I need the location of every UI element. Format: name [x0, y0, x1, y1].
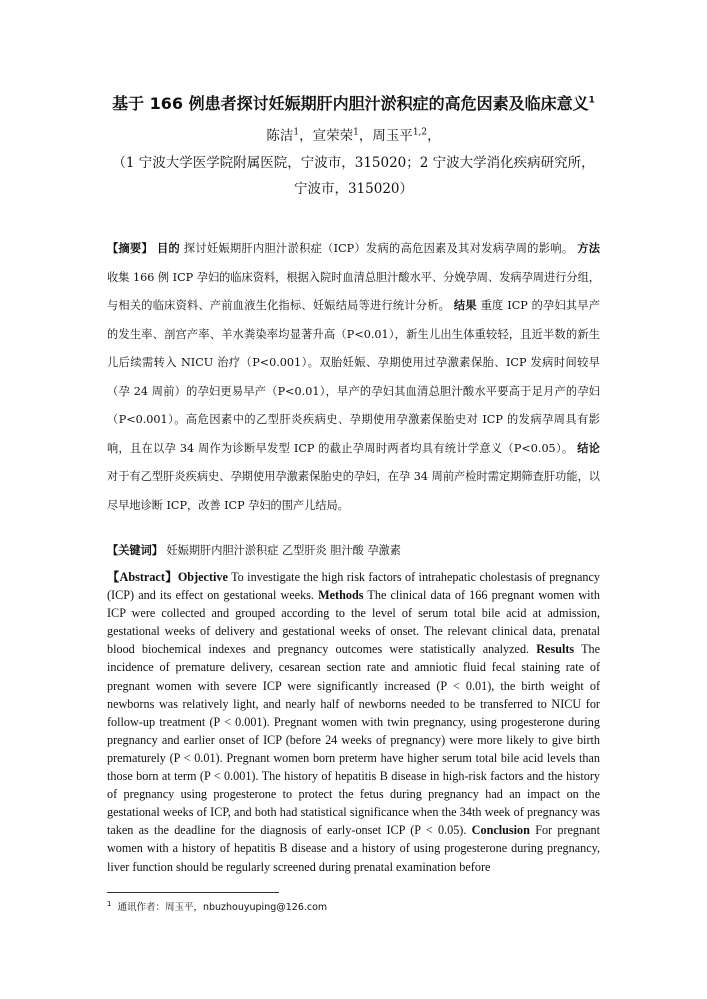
- author-separator: ，: [358, 128, 373, 144]
- methods-text-en: The clinical data of 166 pregnant women with ICP were collected and grouped according to the level of serum total bile acid at admission, gestational weeks of delivery and gestational weeks of onset. The relevant clinical data, prenatal blood biochemical indexes and pregnancy outcomes were statistically analyzed.: [107, 588, 601, 657]
- results-text-en: The incidence of premature delivery, cesarean section rate and amniotic fluid fecal staining rate of pregnant women with severe ICP were significantly increased (P < 0.01), the birth weight of newborns was relatively light, and nearly half of newborns needed to be transferred to NICU for follow-up treatment (P < 0.001). Pregnant women with twin pregnancy, using progesterone during pregnancy and earlier onset of ICP (before 24 weeks of pregnancy) were more likely to give birth prematurely (P < 0.01). Pregnant women born preterm have higher serum total bile acid levels than those born at term (P < 0.001). The history of hepatitis B disease in high-risk factors and the history of pregnancy using progesterone to protect the fetus during pregnancy had an impact on the gestational weeks of ICP, and both had statistical significance when the 34th week of pregnancy was taken as the deadline for the diagnosis of early-onset ICP (P < 0.05).: [107, 642, 601, 838]
- abstract-label-en: 【Abstract】: [107, 570, 178, 584]
- methods-label-en: Methods: [318, 588, 364, 603]
- results-text: 重度 ICP 的孕妇其早产的发生率、剖宫产率、羊水粪染率均显著升高（P<0.01），新生儿出生体重较轻，且近半数的新生儿后续需转入 NICU 治疗（P<0.001）。双胎妊娠、孕期使用过孕激素保胎、ICP 发病时间较早（孕 24 周前）的孕妇更易早产（P<0.01），早产的孕妇其血清总胆汁酸水平要高于足月产的孕妇（P<0.001）。高危因素中的乙型肝炎疾病史、孕期使用孕激素保胎史对 ICP 的发病孕周具有影响，且在以孕 34 周作为诊断早发型 ICP 的截止孕周时两者均具有统计学意义（P<0.05）。: [107, 299, 600, 455]
- conclusion-label: 结论: [577, 441, 600, 455]
- author-separator: ，: [427, 128, 441, 144]
- objective-label: 目的: [156, 242, 181, 255]
- results-label-en: Results: [536, 642, 575, 657]
- author-list: [60, 126, 647, 146]
- author-name: 宣荣荣: [312, 128, 354, 144]
- footnote-text: 通讯作者：周玉平，nbuzhouyuping@126.com: [117, 902, 328, 913]
- title-footnote-mark: 1: [588, 95, 595, 106]
- conclusion-label-en: Conclusion: [471, 823, 530, 838]
- methods-label: 方法: [577, 242, 600, 255]
- chinese-abstract: [107, 235, 600, 520]
- affiliation-line-1: （1 宁波大学医学院附属医院，宁波市，315020；2 宁波大学消化疾病研究所，: [112, 155, 595, 171]
- keywords-text: 妊娠期肝内胆汁淤积症 乙型肝炎 胆汁酸 孕激素: [166, 544, 401, 557]
- author-name: 陈洁: [266, 128, 294, 144]
- author-name: 周玉平: [372, 128, 413, 144]
- conclusion-text: 对于有乙型肝炎疾病史、孕期使用孕激素保胎史的孕妇，在孕 34 周前产检时需定期筛查肝功能，以尽早地诊断 ICP，改善 ICP 孕妇的围产儿结局。: [107, 470, 600, 512]
- footnote: [107, 900, 600, 916]
- footnote-mark: 1: [107, 899, 112, 908]
- author-affil-mark: 1: [293, 127, 300, 138]
- objective-text: 探讨妊娠期肝内胆汁淤积症（ICP）发病的高危因素及其对发病孕周的影响。: [183, 242, 574, 255]
- author-separator: ，: [299, 128, 313, 144]
- author-affil-mark: 1: [353, 127, 359, 138]
- objective-label-en: Objective: [177, 570, 228, 584]
- results-label: 结果: [453, 299, 477, 312]
- english-abstract: [107, 568, 600, 876]
- keywords-label: 【关键词】: [107, 544, 163, 557]
- author-affil-mark: 1,2: [412, 127, 428, 138]
- methods-text: 收集 166 例 ICP 孕妇的临床资料，根据入院时血清总胆汁酸水平、分娩孕周、发病孕周进行分组，与相关的临床资料、产前血液生化指标、妊娠结局等进行统计分析。: [107, 270, 600, 312]
- title-text: 基于 166 例患者探讨妊娠期肝内胆汁淤积症的高危因素及临床意义: [112, 94, 589, 113]
- keywords: [107, 541, 600, 561]
- abstract-label: 【摘要】: [107, 242, 154, 255]
- conclusion-text-en: For pregnant women with a history of hepatitis B disease and a history of using progesterone during pregnancy, liver function should be regularly screened during prenatal examination before: [107, 823, 601, 874]
- paper-title: [60, 92, 647, 116]
- footnote-divider: [107, 892, 279, 893]
- objective-text-en: To investigate the high risk factors of intrahepatic cholestasis of pregnancy (ICP) and its effect on gestational weeks.: [107, 570, 600, 603]
- affiliation-line-2: 宁波市，315020）: [293, 181, 414, 197]
